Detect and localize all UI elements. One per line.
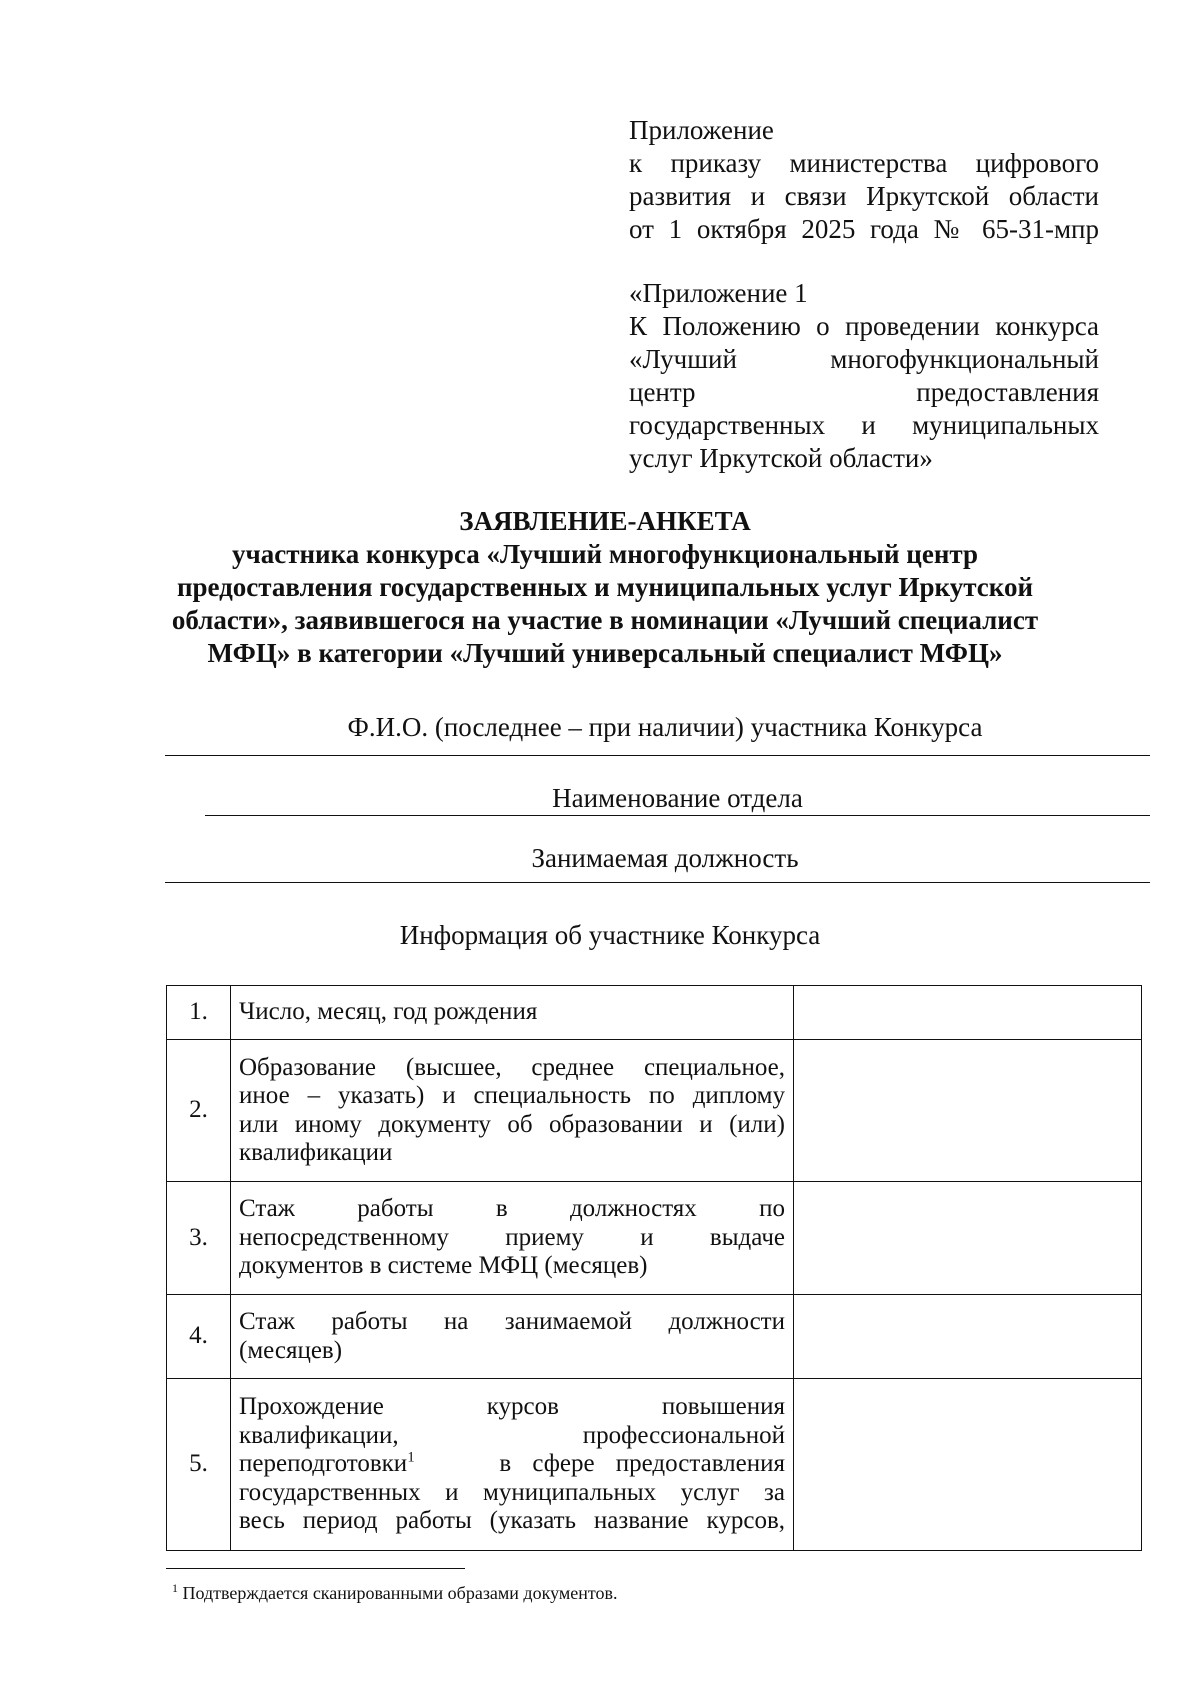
row-value-cell[interactable]	[794, 1379, 1142, 1551]
footnote-text: Подтверждается сканированными образами документов.	[182, 1583, 618, 1603]
row-description: Образование (высшее, среднее специальное, иное – указать) и специальность по диплому или иному документу об образовании и (или) квалификации	[231, 1040, 794, 1182]
title-line: предоставления государственных и муниципальных услуг Иркутской	[176, 572, 1034, 602]
footnote-separator	[166, 1568, 465, 1569]
row-description: Стаж работы в должностях по непосредственному приему и выдаче документов в системе МФЦ (месяцев)	[231, 1182, 794, 1295]
fio-line[interactable]	[165, 755, 1150, 756]
row-value-cell[interactable]	[794, 986, 1142, 1040]
table-row	[167, 1295, 1142, 1379]
title-line: МФЦ» в категории «Лучший универсальный специалист МФЦ»	[207, 638, 1003, 668]
row-value-cell[interactable]	[794, 1295, 1142, 1379]
table-row	[167, 1379, 1142, 1551]
participant-info-table	[166, 985, 1142, 1551]
appendix-line: развития и связи Иркутской области	[629, 181, 1099, 211]
row-number: 1.	[167, 986, 231, 1040]
row-number: 2.	[167, 1040, 231, 1182]
title-line: участника конкурса «Лучший многофункциональный центр	[232, 539, 978, 569]
row-value-cell[interactable]	[794, 1182, 1142, 1295]
appendix-line: Приложение	[629, 115, 774, 145]
row-number: 4.	[167, 1295, 231, 1379]
sub-appendix-line: государственных и муниципальных	[629, 410, 1099, 440]
sub-appendix-line: «Лучший многофункциональный	[629, 344, 1099, 374]
row-description: Прохождение курсов повышения квалификации, профессиональной переподготовки$^1$ в сфере предоставления государственных и муниципальных услуг за весь период работы (указать название курсов,	[231, 1379, 794, 1551]
row-number: 3.	[167, 1182, 231, 1295]
document-title	[150, 505, 1060, 670]
appendix-line: к приказу министерства цифрового	[629, 148, 1099, 178]
table-row	[167, 1182, 1142, 1295]
footnote-mark: 1	[407, 1449, 415, 1466]
row-number: 5.	[167, 1379, 231, 1551]
footnote-number: 1	[172, 1581, 178, 1595]
row-value-cell[interactable]	[794, 1040, 1142, 1182]
section-heading: Информация об участнике Конкурса	[399, 920, 821, 950]
footnote	[172, 1582, 618, 1604]
title-line: ЗАЯВЛЕНИЕ-АНКЕТА	[459, 506, 751, 536]
position-line[interactable]	[165, 882, 1150, 883]
department-line[interactable]	[205, 815, 1150, 816]
appendix-block	[629, 114, 1099, 475]
table-row	[167, 986, 1142, 1040]
row-description: Число, месяц, год рождения	[231, 986, 794, 1040]
row-description: Стаж работы на занимаемой должности (месяцев)	[231, 1295, 794, 1379]
sub-appendix-line: «Приложение 1	[629, 278, 808, 308]
department-label: Наименование отдела	[552, 783, 803, 813]
title-line: области», заявившегося на участие в номинации «Лучший специалист	[171, 605, 1039, 635]
position-label: Занимаемая должность	[531, 843, 799, 873]
appendix-line: от 1 октября 2025 года № 65-31-мпр	[629, 214, 1099, 244]
sub-appendix-line: центр предоставления	[629, 377, 1099, 407]
sub-appendix-line: услуг Иркутской области»	[629, 443, 933, 473]
fio-label: Ф.И.О. (последнее – при наличии) участника Конкурса	[347, 712, 983, 742]
table-row	[167, 1040, 1142, 1182]
sub-appendix-line: К Положению о проведении конкурса	[629, 311, 1099, 341]
